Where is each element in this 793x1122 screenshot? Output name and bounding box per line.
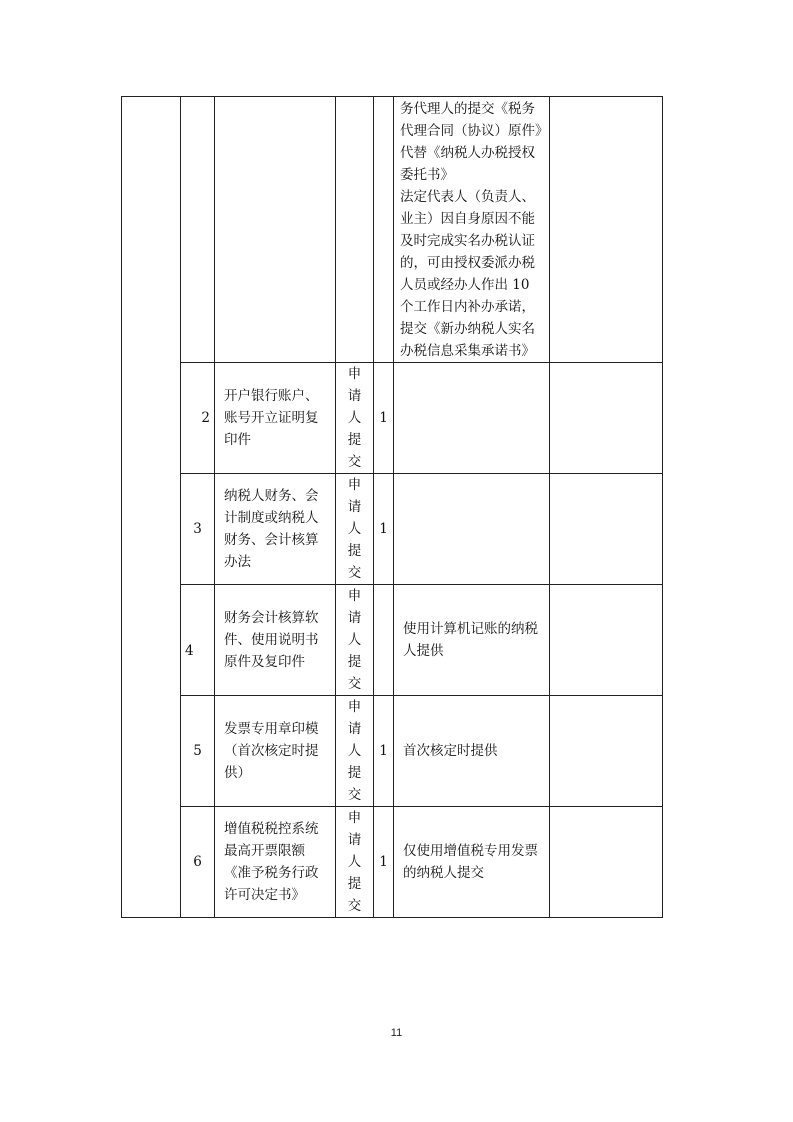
source-cell: 申请人提交 [336, 474, 374, 585]
material-name-cell [215, 97, 336, 363]
materials-table [121, 96, 663, 918]
quantity-cell: 1 [374, 696, 394, 807]
note-cell [394, 474, 550, 585]
table-row [122, 363, 663, 474]
material-name-cell: 纳税人财务、会计制度或纳税人财务、会计核算办法 [215, 474, 336, 585]
row-number-cell: 5 [181, 696, 215, 807]
note-cell: 使用计算机记账的纳税人提供 [394, 585, 550, 696]
note-cell: 仅使用增值税专用发票的纳税人提交 [394, 807, 550, 918]
extra-cell [550, 807, 663, 918]
row-number-cell: 4 [181, 585, 215, 696]
quantity-cell [374, 585, 394, 696]
row-number-cell [181, 97, 215, 363]
material-name-cell: 开户银行账户、账号开立证明复印件 [215, 363, 336, 474]
quantity-cell [374, 97, 394, 363]
quantity-cell: 1 [374, 474, 394, 585]
note-cell [394, 363, 550, 474]
material-name-cell: 发票专用章印模（首次核定时提供） [215, 696, 336, 807]
source-cell: 申请人提交 [336, 696, 374, 807]
row-number-cell: 2 [181, 363, 215, 474]
source-cell: 申请人提交 [336, 363, 374, 474]
quantity-cell: 1 [374, 363, 394, 474]
table-row [122, 807, 663, 918]
extra-cell [550, 696, 663, 807]
note-cell: 务代理人的提交《税务代理合同（协议）原件》代替《纳税人办税授权委托书》 法定代表人（负责人、业主）因自身原因不能及时完成实名办税认证的，可由授权委派办税人员或经办人作出 10 个工作日内补办承诺，提交《新办纳税人实名办税信息采集承诺书》 [394, 97, 550, 363]
source-cell: 申请人提交 [336, 585, 374, 696]
note-cell: 首次核定时提供 [394, 696, 550, 807]
extra-cell [550, 97, 663, 363]
source-cell: 申请人提交 [336, 807, 374, 918]
merged-blank-cell [122, 97, 181, 918]
table-row [122, 474, 663, 585]
material-name-cell: 财务会计核算软件、使用说明书原件及复印件 [215, 585, 336, 696]
extra-cell [550, 474, 663, 585]
table-row [122, 97, 663, 363]
material-name-cell: 增值税税控系统最高开票限额《准予税务行政许可决定书》 [215, 807, 336, 918]
table-row [122, 585, 663, 696]
extra-cell [550, 585, 663, 696]
table-row [122, 696, 663, 807]
row-number-cell: 3 [181, 474, 215, 585]
source-cell [336, 97, 374, 363]
quantity-cell: 1 [374, 807, 394, 918]
row-number-cell: 6 [181, 807, 215, 918]
extra-cell [550, 363, 663, 474]
page-number: 11 [390, 1027, 403, 1039]
